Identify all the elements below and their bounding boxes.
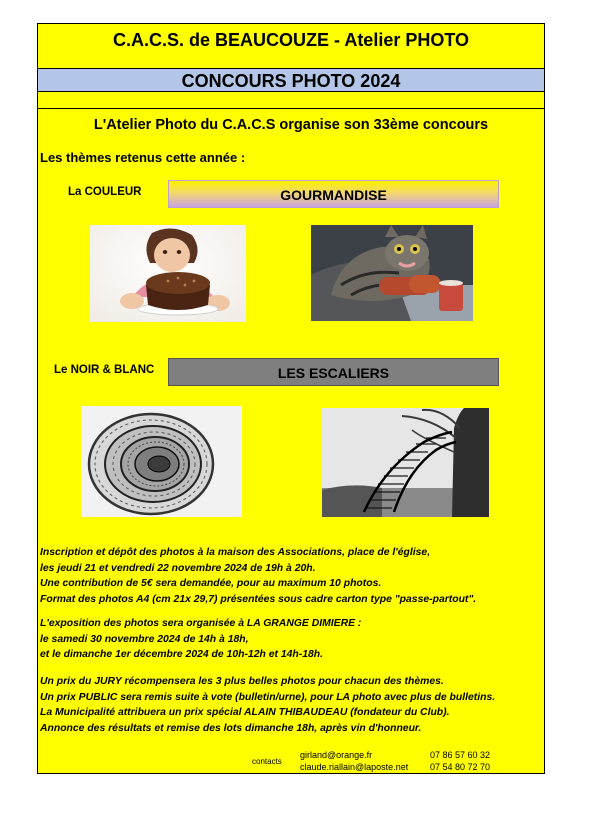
info-line: Un prix du JURY récompensera les 3 plus belles photos pour chacun des thèmes. [40, 676, 444, 687]
info-line: les jeudi 21 et vendredi 22 novembre 2024 de 19h à 20h. [40, 562, 316, 574]
girl-chocolate-cake-photo [90, 225, 246, 322]
contact-email-1[interactable]: girland@orange.fr [300, 750, 373, 760]
exhibition-info [40, 616, 361, 663]
info-line: le samedi 30 novembre 2024 de 14h à 18h, [40, 633, 249, 645]
color-category-label: La COULEUR [68, 186, 142, 198]
bw-category-label: Le NOIR & BLANC [54, 364, 155, 376]
info-line: et le dimanche 1er décembre 2024 de 10h-12h et 14h-18h. [40, 649, 323, 660]
info-line: Inscription et dépôt des photos à la maison des Associations, place de l'église, [40, 547, 431, 558]
color-theme-box: GOURMANDISE [168, 180, 499, 208]
club-title: C.A.C.S. de BEAUCOUZE - Atelier PHOTO [112, 30, 470, 50]
outdoor-tree-staircase-photo [322, 408, 489, 517]
info-line: La Municipalité attribuera un prix spécial ALAIN THIBAUDEAU (fondateur du Club). [40, 707, 450, 718]
info-line: Une contribution de 5€ sera demandée, pour au maximum 10 photos. [40, 578, 382, 589]
spiral-staircase-photo [81, 406, 242, 517]
contacts-label: contacts [252, 757, 282, 766]
prizes-info [40, 674, 495, 736]
info-line: Format des photos A4 (cm 21x 29,7) présentées sous cadre carton type "passe-partout". [40, 593, 477, 605]
contact-phone-2: 07 54 80 72 70 [430, 762, 491, 772]
bw-theme-box: LES ESCALIERS [168, 358, 499, 386]
contest-title: CONCOURS PHOTO 2024 [38, 68, 544, 92]
info-line: L'exposition des photos sera organisée à LA GRANGE DIMIERE : [40, 618, 362, 629]
contest-subtitle: L'Atelier Photo du C.A.C.S organise son 33ème concours [38, 108, 544, 133]
deposit-info [40, 545, 476, 607]
contact-phone-1: 07 86 57 60 32 [430, 750, 491, 760]
contact-email-2[interactable]: claude.riallain@laposte.net [300, 762, 409, 772]
themes-intro: Les thèmes retenus cette année : [40, 150, 246, 165]
info-line: Un prix PUBLIC sera remis suite à vote (bulletin/urne), pour LA photo avec plus de bulletins. [40, 691, 496, 703]
info-line: Annonce des résultats et remise des lots dimanche 18h, après vin d'honneur. [40, 722, 422, 734]
cat-stealing-sausage-photo [311, 225, 473, 321]
flyer [37, 23, 545, 774]
